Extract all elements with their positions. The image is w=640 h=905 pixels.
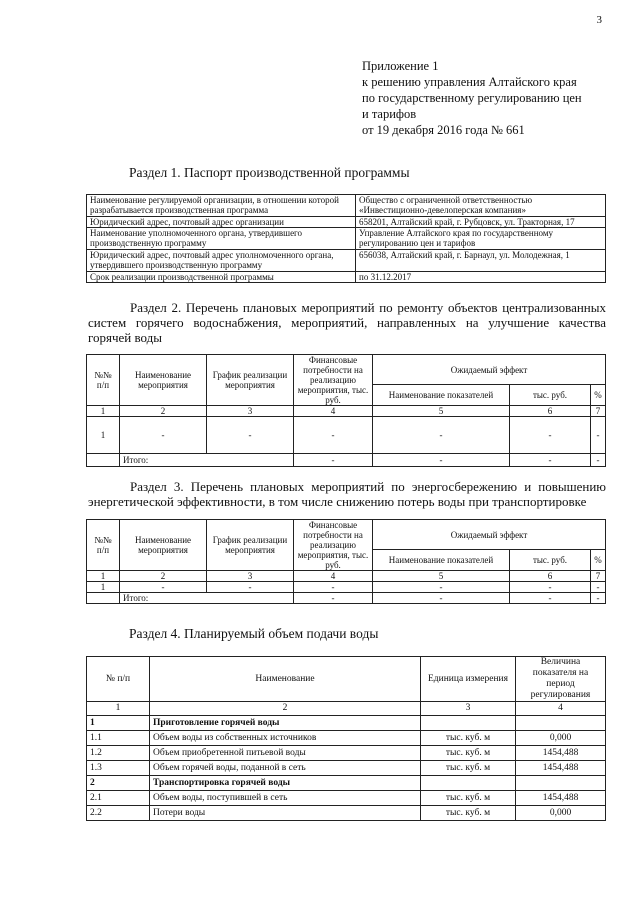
table-total-row bbox=[87, 454, 606, 467]
cell: 0,000 bbox=[516, 806, 606, 821]
header-fin: Финансовые потребности на реализацию мероприятия, тыс. руб. bbox=[294, 520, 373, 571]
table-row bbox=[87, 702, 606, 716]
cell: - bbox=[510, 593, 591, 604]
cell bbox=[516, 716, 606, 731]
cell: - bbox=[294, 582, 373, 593]
header-name: Наименование мероприятия bbox=[120, 520, 207, 571]
section2-title: Раздел 2. Перечень плановых мероприятий по ремонту объектов централизованных систем горячего водоснабжения, мероприятий, направленных на улучшение качества горячей воды bbox=[88, 300, 606, 345]
header-num: №№ п/п bbox=[87, 355, 120, 406]
cell bbox=[421, 776, 516, 791]
table-row bbox=[87, 406, 606, 417]
table-row bbox=[87, 272, 606, 283]
cell: 2.1 bbox=[87, 791, 150, 806]
cell: - bbox=[373, 593, 510, 604]
total-label: Итого: bbox=[120, 454, 294, 467]
cell: - bbox=[591, 454, 606, 467]
header-schedule: График реализации мероприятия bbox=[207, 520, 294, 571]
table-row bbox=[87, 417, 606, 454]
section4-title: Раздел 4. Планируемый объем подачи воды bbox=[129, 626, 379, 641]
header-num: № п/п bbox=[87, 657, 150, 702]
cell: - bbox=[591, 582, 606, 593]
cell: 1.3 bbox=[87, 761, 150, 776]
cell: - bbox=[120, 417, 207, 454]
cell: 6 bbox=[510, 406, 591, 417]
page-number: 3 bbox=[596, 14, 602, 26]
section3-title: Раздел 3. Перечень плановых мероприятий по энергосбережению и повышению энергетической эффективности, в том числе снижению потерь воды при транспортировке bbox=[88, 479, 606, 509]
cell: Объем воды, поступившей в сеть bbox=[150, 791, 421, 806]
cell: Приготовление горячей воды bbox=[150, 716, 421, 731]
cell: - bbox=[591, 417, 606, 454]
cell: - bbox=[294, 417, 373, 454]
cell: 4 bbox=[516, 702, 606, 716]
cell: 1.1 bbox=[87, 731, 150, 746]
cell: 2 bbox=[150, 702, 421, 716]
table-row bbox=[87, 195, 606, 217]
cell: тыс. куб. м bbox=[421, 731, 516, 746]
passport-table bbox=[86, 194, 606, 283]
appendix-line: к решению управления Алтайского края bbox=[362, 75, 577, 89]
passport-value: 656038, Алтайский край, г. Барнаул, ул. Молодежная, 1 bbox=[356, 250, 606, 272]
table-row bbox=[87, 731, 606, 746]
header-name: Наименование bbox=[150, 657, 421, 702]
section1-title: Раздел 1. Паспорт производственной программы bbox=[129, 165, 410, 180]
header-value: Величина показателя на период регулирования bbox=[516, 657, 606, 702]
cell: Объем горячей воды, поданной в сеть bbox=[150, 761, 421, 776]
header-fin: Финансовые потребности на реализацию мероприятия, тыс. руб. bbox=[294, 355, 373, 406]
table-row bbox=[87, 806, 606, 821]
cell: 0,000 bbox=[516, 731, 606, 746]
passport-value: Управление Алтайского края по государственному регулированию цен и тарифов bbox=[356, 228, 606, 250]
table-row bbox=[87, 761, 606, 776]
total-label: Итого: bbox=[120, 593, 294, 604]
cell: 1 bbox=[87, 716, 150, 731]
cell: Объем воды из собственных источников bbox=[150, 731, 421, 746]
cell: - bbox=[120, 582, 207, 593]
cell: - bbox=[591, 593, 606, 604]
header-pct: % bbox=[591, 550, 606, 571]
cell: 2 bbox=[120, 406, 207, 417]
table-row bbox=[87, 791, 606, 806]
cell: - bbox=[373, 582, 510, 593]
header-num: №№ п/п bbox=[87, 520, 120, 571]
header-effect: Ожидаемый эффект bbox=[373, 355, 606, 385]
passport-key: Наименование регулируемой организации, в отношении которой разрабатывается производственная программа bbox=[87, 195, 356, 217]
header-effect: Ожидаемый эффект bbox=[373, 520, 606, 550]
cell bbox=[516, 776, 606, 791]
table-header-row bbox=[87, 520, 606, 550]
header-name: Наименование мероприятия bbox=[120, 355, 207, 406]
cell: 4 bbox=[294, 571, 373, 582]
cell: тыс. куб. м bbox=[421, 791, 516, 806]
passport-key: Юридический адрес, почтовый адрес уполномоченного органа, утвердившего производственную программу bbox=[87, 250, 356, 272]
cell: 3 bbox=[421, 702, 516, 716]
cell: 2.2 bbox=[87, 806, 150, 821]
cell: Потери воды bbox=[150, 806, 421, 821]
cell: 1 bbox=[87, 702, 150, 716]
appendix-header bbox=[362, 58, 582, 138]
passport-value: Общество с ограниченной ответственностью «Инвестиционно-девелоперская компания» bbox=[356, 195, 606, 217]
cell: 6 bbox=[510, 571, 591, 582]
table-total-row bbox=[87, 593, 606, 604]
header-thous: тыс. руб. bbox=[510, 385, 591, 406]
passport-value: по 31.12.2017 bbox=[356, 272, 606, 283]
cell: 5 bbox=[373, 571, 510, 582]
cell: 1 bbox=[87, 406, 120, 417]
cell bbox=[421, 716, 516, 731]
appendix-line: по государственному регулированию цен bbox=[362, 91, 582, 105]
cell: 7 bbox=[591, 406, 606, 417]
energy-events-table bbox=[86, 519, 606, 604]
cell: Транспортировка горячей воды bbox=[150, 776, 421, 791]
cell: - bbox=[510, 454, 591, 467]
cell: - bbox=[294, 454, 373, 467]
table-row bbox=[87, 217, 606, 228]
cell: 1 bbox=[87, 571, 120, 582]
cell: 4 bbox=[294, 406, 373, 417]
table-row bbox=[87, 250, 606, 272]
passport-value: 658201, Алтайский край, г. Рубцовск, ул. Тракторная, 17 bbox=[356, 217, 606, 228]
table-row bbox=[87, 776, 606, 791]
cell: 2 bbox=[87, 776, 150, 791]
header-indicator: Наименование показателей bbox=[373, 385, 510, 406]
cell: 1 bbox=[87, 417, 120, 454]
repair-events-table bbox=[86, 354, 606, 467]
header-unit: Единица измерения bbox=[421, 657, 516, 702]
cell: - bbox=[373, 454, 510, 467]
cell: тыс. куб. м bbox=[421, 806, 516, 821]
cell: 1.2 bbox=[87, 746, 150, 761]
cell: 1 bbox=[87, 582, 120, 593]
cell: - bbox=[510, 417, 591, 454]
cell: - bbox=[373, 417, 510, 454]
appendix-line: от 19 декабря 2016 года № 661 bbox=[362, 123, 525, 137]
table-row bbox=[87, 716, 606, 731]
header-pct: % bbox=[591, 385, 606, 406]
cell: тыс. куб. м bbox=[421, 746, 516, 761]
cell: - bbox=[294, 593, 373, 604]
table-header-row bbox=[87, 657, 606, 702]
table-header-row bbox=[87, 355, 606, 385]
cell: 3 bbox=[207, 571, 294, 582]
cell: 2 bbox=[120, 571, 207, 582]
cell: - bbox=[207, 582, 294, 593]
header-schedule: График реализации мероприятия bbox=[207, 355, 294, 406]
appendix-line: и тарифов bbox=[362, 107, 417, 121]
passport-key: Срок реализации производственной программы bbox=[87, 272, 356, 283]
header-thous: тыс. руб. bbox=[510, 550, 591, 571]
cell: 1454,488 bbox=[516, 761, 606, 776]
cell: 5 bbox=[373, 406, 510, 417]
cell: 1454,488 bbox=[516, 746, 606, 761]
table-row bbox=[87, 582, 606, 593]
table-row bbox=[87, 228, 606, 250]
cell: - bbox=[510, 582, 591, 593]
cell: - bbox=[207, 417, 294, 454]
passport-key: Юридический адрес, почтовый адрес организации bbox=[87, 217, 356, 228]
cell: Объем приобретенной питьевой воды bbox=[150, 746, 421, 761]
header-indicator: Наименование показателей bbox=[373, 550, 510, 571]
cell: тыс. куб. м bbox=[421, 761, 516, 776]
appendix-line: Приложение 1 bbox=[362, 59, 439, 73]
cell: 1454,488 bbox=[516, 791, 606, 806]
passport-key: Наименование уполномоченного органа, утвердившего производственную программу bbox=[87, 228, 356, 250]
cell: 7 bbox=[591, 571, 606, 582]
cell: 3 bbox=[207, 406, 294, 417]
table-row bbox=[87, 571, 606, 582]
table-row bbox=[87, 746, 606, 761]
water-volume-table bbox=[86, 656, 606, 821]
